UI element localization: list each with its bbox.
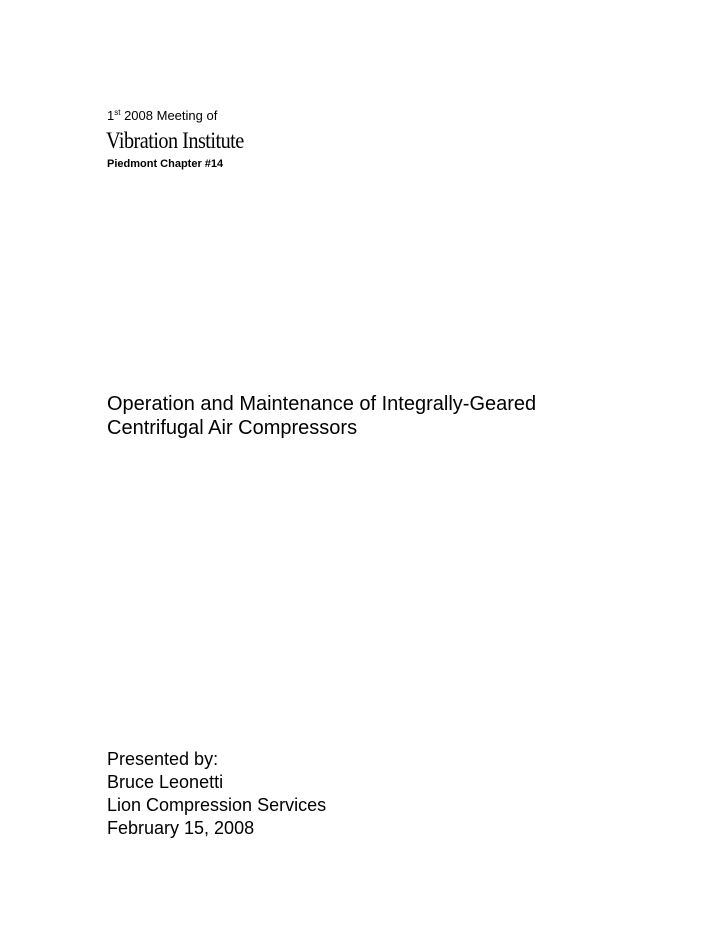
title-line-1: Operation and Maintenance of Integrally-Geared bbox=[107, 393, 537, 415]
organization-name: Vibration Institute bbox=[106, 128, 244, 153]
presentation-date: February 15, 2008 bbox=[107, 818, 255, 838]
meeting-number: 1 bbox=[107, 108, 115, 123]
presenter-company: Lion Compression Services bbox=[107, 795, 327, 815]
presented-by-label: Presented by: bbox=[107, 749, 219, 769]
document-title bbox=[107, 392, 536, 440]
meeting-text: 2008 Meeting of bbox=[120, 108, 218, 123]
presenter-name: Bruce Leonetti bbox=[107, 772, 224, 792]
presenter-block bbox=[107, 748, 326, 840]
title-line-2: Centrifugal Air Compressors bbox=[107, 417, 358, 439]
chapter-name: Piedmont Chapter #14 bbox=[107, 158, 224, 170]
meeting-line bbox=[107, 108, 217, 124]
meeting-ordinal-suffix: st bbox=[114, 108, 121, 117]
